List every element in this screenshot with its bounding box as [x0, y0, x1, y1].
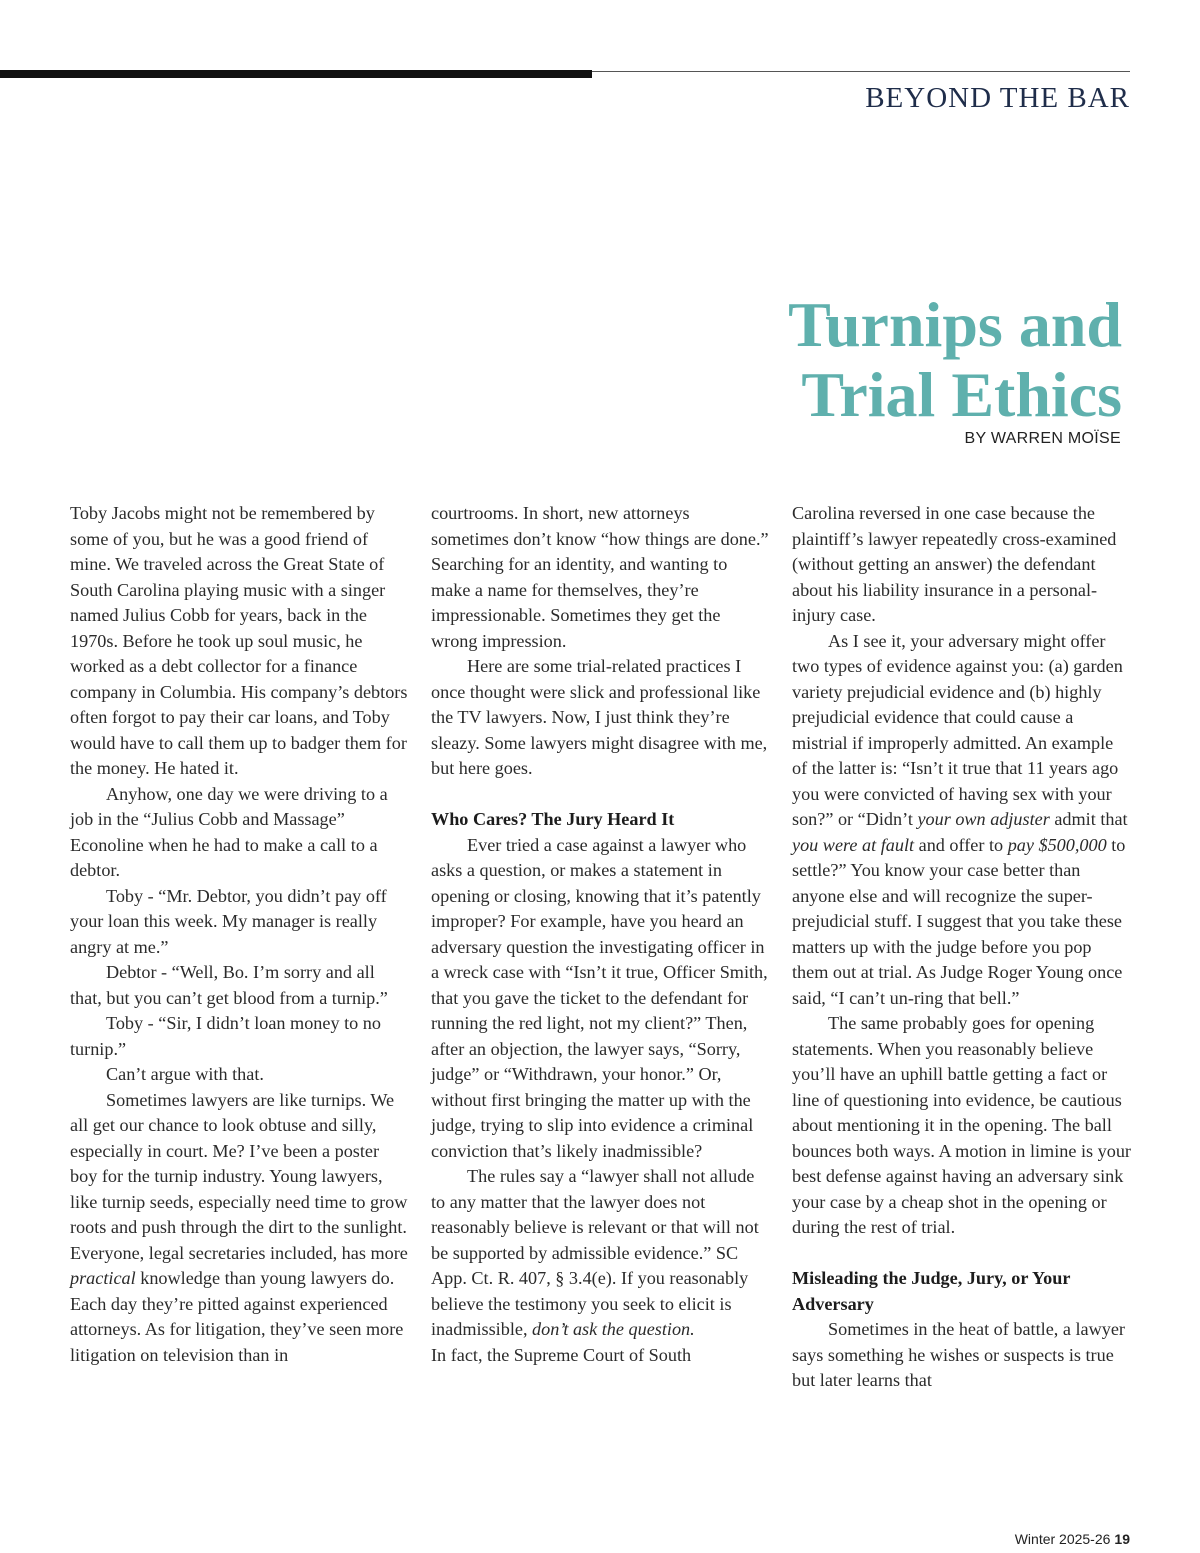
paragraph: Sometimes in the heat of battle, a lawyer says something he wishes or suspects is true but later learns that [792, 1319, 1125, 1390]
header-rule-thin [592, 71, 1130, 72]
text-run: admit that [1054, 809, 1128, 829]
spacer [431, 782, 771, 808]
column-1 [70, 501, 410, 1368]
page-footer [1015, 1531, 1130, 1547]
title-line-1: Turnips and [788, 289, 1122, 360]
column-3 [792, 501, 1132, 1394]
section-label: BEYOND THE BAR [865, 82, 1130, 114]
subheading: Who Cares? The Jury Heard It [431, 809, 675, 829]
paragraph: The same probably goes for opening statements. When you reasonably believe you’ll have an uphill battle getting a fact or line of questioning into evidence, be cautious about mentioning it in the opening. The ball bounces both ways. A motion in limine is your best defense against having an adversary sink your case by a cheap shot in the opening or during the rest of trial. [792, 1013, 1131, 1237]
paragraph: Can’t argue with that. [106, 1064, 264, 1084]
paragraph: Toby - “Mr. Debtor, you didn’t pay off your loan this week. My manager is really angry at me.” [70, 885, 387, 957]
spacer [792, 1241, 1132, 1267]
paragraph: Toby - “Sir, I didn’t loan money to no turnip.” [70, 1013, 381, 1059]
paragraph: Debtor - “Well, Bo. I’m sorry and all that, but you can’t get blood from a turnip.” [70, 962, 388, 1008]
byline: BY WARREN MOÏSE [964, 430, 1121, 447]
text-run: The rules say a “lawyer shall not allude to any matter that the lawyer does not reasonably believe is relevant or that will not be supported by admissible evidence.” SC App. Ct. R. 407, § 3.4(e). If you reasonably believe the testimony you seek to elicit is inadmissible, [431, 1166, 759, 1339]
paragraph: Toby Jacobs might not be remembered by some of you, but he was a good friend of mine. We traveled across the Great State of South Carolina playing music with a singer named Julius Cobb for years, back in the 1970s. Before he took up soul music, he worked as a debt collector for a finance company in Columbia. His company’s debtors often forgot to pay their car loans, and Toby would have to call them up to badger them for the money. He hated it. [70, 503, 408, 778]
emphasis: practical [70, 1268, 136, 1288]
emphasis: your own adjuster [917, 809, 1050, 829]
paragraph: Carolina reversed in one case because the plaintiff’s lawyer repeatedly cross-examined (without getting an answer) the defendant about his liability insurance in a personal-injury case. [792, 503, 1117, 625]
article-title [422, 290, 1122, 430]
paragraph: Ever tried a case against a lawyer who asks a question, or makes a statement in opening or closing, knowing that it’s patently improper? For example, have you heard an adversary question the investigating officer in a wreck case with “Isn’t it true, Officer Smith, that you gave the ticket to the defendant for running the red light, not my client?” Then, after an objection, the lawyer says, “Sorry, judge” or “Withdrawn, your honor.” Or, without first bringing the matter up with the judge, trying to slip into evidence a criminal conviction that’s likely inadmissible? [431, 834, 768, 1161]
text-run: knowledge than young lawyers do. Each day they’re pitted against experienced attorneys. As for litigation, they’ve seen more litigation on television than in [70, 1268, 404, 1365]
emphasis: don’t ask the question. [532, 1319, 695, 1339]
paragraph: Here are some trial-related practices I once thought were slick and professional like the TV lawyers. Now, I just think they’re sleazy. Some lawyers might disagree with me, but here goes. [431, 656, 768, 778]
issue-label: Winter 2025-26 [1014, 1531, 1111, 1547]
paragraph [792, 629, 1132, 1012]
text-run: and offer to [918, 834, 1004, 855]
text-run: to settle?” You know your case better than anyone else and will recognize the super-prejudicial stuff. I suggest that you take these matters up with the judge before you pop them out at trial. As Judge Roger Young once said, “I can’t un-ring that bell.” [792, 834, 1126, 1008]
text-run: Sometimes lawyers are like turnips. We all get our chance to look obtuse and silly, especially in court. Me? I’ve been a poster boy for the turnip industry. Young lawyers, like turnip seeds, especially need time to grow roots and push through the dirt to the sunlight. Everyone, legal secretaries included, has more [70, 1089, 408, 1263]
page-number: 19 [1114, 1531, 1130, 1547]
paragraph: courtrooms. In short, new attorneys sometimes don’t know “how things are done.” Searching for an identity, and wanting to make a name for themselves, they’re impressionable. Sometimes they get the wrong impression. [431, 503, 769, 651]
paragraph: In fact, the Supreme Court of South [431, 1344, 692, 1365]
column-2 [431, 501, 771, 1368]
emphasis: pay $500,000 [1007, 834, 1107, 855]
paragraph: Anyhow, one day we were driving to a job in the “Julius Cobb and Massage” Econoline when he had to make a call to a debtor. [70, 783, 388, 880]
header-rule-thick [0, 70, 592, 78]
title-line-2: Trial Ethics [801, 359, 1122, 430]
subheading: Misleading the Judge, Jury, or Your Adversary [792, 1268, 1071, 1314]
text-run: As I see it, your adversary might offer two types of evidence against you: (a) garden variety prejudicial evidence and (b) highly prejudicial evidence that could cause a mistrial if improperly admitted. An example of the latter is: “Isn’t it true that 11 years ago you were convicted of having sex with your son?” or “Didn’t [792, 630, 1123, 829]
emphasis: you were at fault [792, 834, 915, 855]
paragraph [70, 1088, 410, 1369]
paragraph [431, 1164, 771, 1343]
